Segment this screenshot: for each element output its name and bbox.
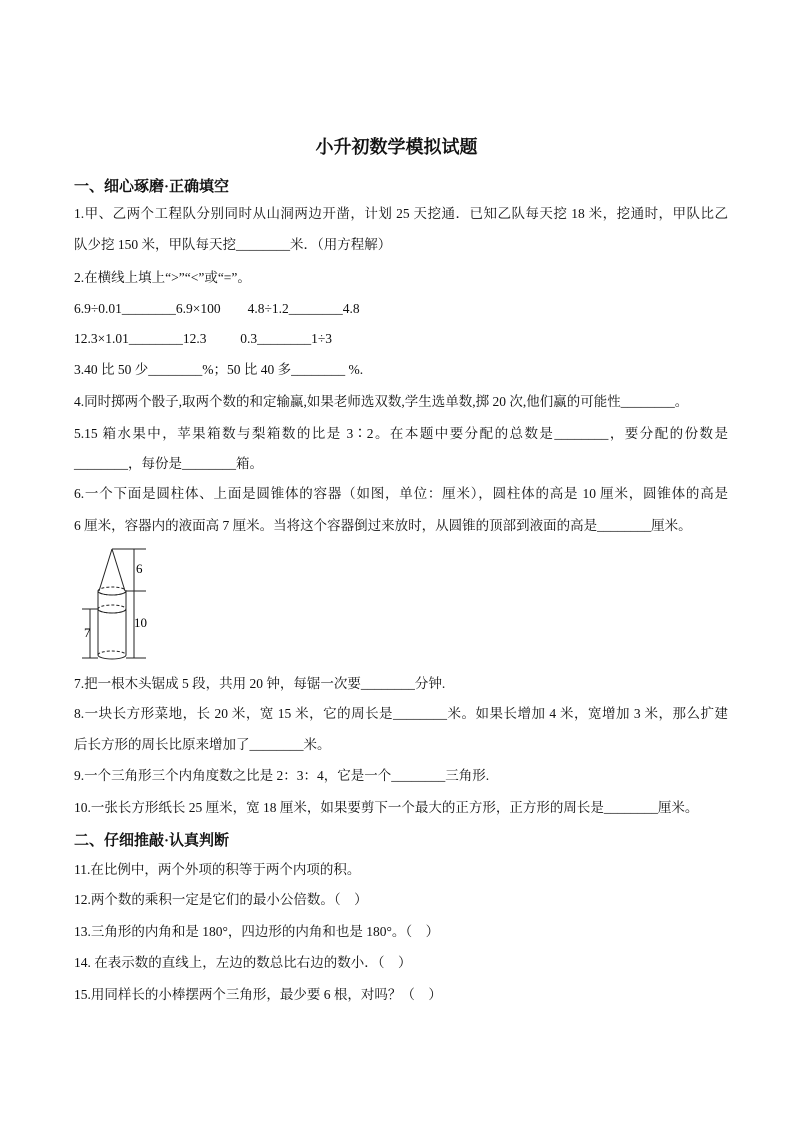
question-6-line-1: 6.一个下面是圆柱体、上面是圆锥体的容器（如图，单位：厘米），圆柱体的高是 10 厘米，圆锥体的高是	[74, 486, 728, 501]
question-8-line-2: 后长方形的周长比原来增加了________米。	[74, 737, 331, 752]
question-2-row-2: 12.3×1.01________12.3 0.3________1÷3	[74, 331, 333, 346]
question-2: 2.在横线上填上“>”“<”或“=”。	[74, 270, 251, 285]
question-14: 14. 在表示数的直线上，左边的数总比右边的数小．（ ）	[74, 955, 412, 970]
question-9: 9.一个三角形三个内角度数之比是 2：3：4，它是一个________三角形.	[74, 768, 490, 783]
question-12: 12.两个数的乘积一定是它们的最小公倍数。（ ）	[74, 892, 368, 907]
cylinder-cone-figure	[78, 547, 158, 663]
section-heading-judgement: 二、仔细推敲·认真判断	[74, 833, 230, 849]
page-title: 小升初数学模拟试题	[315, 137, 478, 157]
question-6-line-2: 6 厘米，容器内的液面高 7 厘米。当将这个容器倒过来放时，从圆锥的顶部到液面的高是________厘米。	[74, 518, 692, 533]
cone-height-label: 6	[136, 561, 143, 576]
question-13: 13.三角形的内角和是 180°，四边形的内角和也是 180°。（ ）	[74, 924, 440, 939]
cylinder-height-label: 10	[134, 615, 147, 630]
liquid-height-label: 7	[84, 625, 91, 640]
question-5-line-1: 5.15 箱水果中，苹果箱数与梨箱数的比是 3∶2。在本题中要分配的总数是________，要分配的份数是	[74, 426, 728, 441]
question-5-line-2: ________，每份是________箱。	[74, 456, 263, 471]
question-4: 4.同时掷两个骰子,取两个数的和定输赢,如果老师选双数,学生选单数,掷 20 次,他们赢的可能性________。	[74, 394, 689, 409]
section-heading-fill-in: 一、细心琢磨·正确填空	[74, 179, 230, 195]
question-1-line-2: 队少挖 150 米，甲队每天挖________米．（用方程解）	[74, 237, 392, 252]
question-2-row-1: 6.9÷0.01________6.9×100 4.8÷1.2________4.8	[74, 301, 360, 316]
question-3: 3.40 比 50 少________%；50 比 40 多________ %.	[74, 362, 364, 377]
question-15: 15.用同样长的小棒摆两个三角形，最少要 6 根，对吗？（ ）	[74, 987, 442, 1002]
question-8-line-1: 8.一块长方形菜地，长 20 米，宽 15 米，它的周长是________米。如果长增加 4 米，宽增加 3 米，那么扩建	[74, 706, 728, 721]
question-11: 11.在比例中，两个外项的积等于两个内项的积。	[74, 862, 361, 877]
question-10: 10.一张长方形纸长 25 厘米，宽 18 厘米，如果要剪下一个最大的正方形，正方形的周长是________厘米。	[74, 800, 699, 815]
question-7: 7.把一根木头锯成 5 段，共用 20 钟，每锯一次要________分钟.	[74, 676, 446, 691]
question-1-line-1: 1.甲、乙两个工程队分别同时从山洞两边开凿，计划 25 天挖通．已知乙队每天挖 18 米，挖通时，甲队比乙	[74, 206, 728, 221]
